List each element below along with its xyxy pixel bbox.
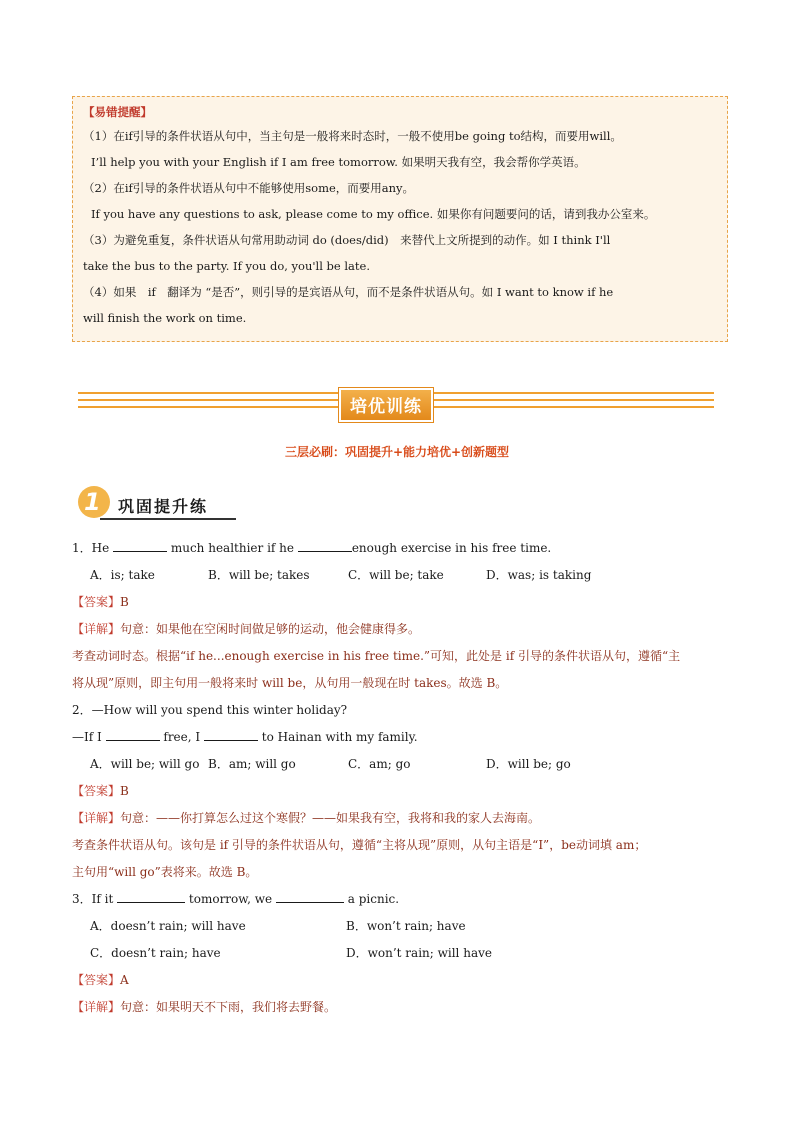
- answer-blank: [113, 539, 167, 552]
- section-number: 1: [84, 488, 101, 516]
- banner-subtitle: 三层必刷：巩固提升+能力培优+创新题型: [284, 445, 510, 459]
- option: B．won’t rain; have: [346, 919, 466, 933]
- question-list: [72, 535, 732, 1021]
- answer-value: B: [120, 784, 129, 798]
- tip-line-8: will finish the work on time.: [83, 311, 247, 325]
- detail-tag: 【详解】: [72, 622, 121, 636]
- question-2: 2．—How will you spend this winter holiday?: [72, 703, 348, 717]
- question-2-line-2: —If I free, I to Hainan with my family.: [72, 730, 418, 744]
- option: C．will be; take: [348, 568, 444, 582]
- detail-line: 【详解】句意：如果他在空闲时间做足够的运动，他会健康得多。: [72, 622, 421, 636]
- tip-line-1: （1）在if引导的条件状语从句中，当主句是一般将来时态时，一般不使用be going to结构，而要用will。: [83, 129, 622, 143]
- detail-tag: 【详解】: [72, 811, 121, 825]
- answer-tag: 【答案】: [72, 595, 121, 609]
- banner-label: 培优训练: [339, 388, 433, 422]
- tip-line-6: take the bus to the party. If you do, you'll be late.: [83, 259, 371, 273]
- option: C．am; go: [348, 757, 411, 771]
- detail-tag: 【详解】: [72, 1000, 121, 1014]
- answer-value: B: [120, 595, 129, 609]
- option: D．won’t rain; will have: [346, 946, 492, 960]
- answer-tag: 【答案】: [72, 784, 121, 798]
- tip-line-4: If you have any questions to ask, please come to my office. 如果你有问题要问的话，请到我办公室来。: [91, 207, 656, 221]
- section-banner: [78, 386, 714, 426]
- answer-blank: [298, 539, 352, 552]
- answer-blank: [204, 728, 258, 741]
- option: A．is; take: [90, 568, 155, 582]
- section-underline: [100, 518, 236, 520]
- option: B．am; will go: [208, 757, 296, 771]
- question-3-options: [72, 940, 732, 967]
- detail-line: 主句用“will go”表将来。故选 B。: [72, 865, 258, 879]
- tip-line-7: （4）如果 if 翻译为 “是否”，则引导的是宾语从句，而不是条件状语从句。如 I want to know if he: [83, 285, 614, 299]
- question-1-options: [72, 562, 732, 589]
- answer-line: [72, 589, 732, 616]
- detail-line: 考查条件状语从句。该句是 if 引导的条件状语从句，遵循“主将从现”原则，从句主语是“I”，be动词填 am；: [72, 838, 647, 852]
- detail-line: 【详解】句意：——你打算怎么过这个寒假？——如果我有空，我将和我的家人去海南。: [72, 811, 541, 825]
- detail-line: 将从现”原则，即主句用一般将来时 will be，从句用一般现在时 takes。故选 B。: [72, 676, 508, 690]
- tip-title: 【易错提醒】: [83, 105, 152, 119]
- answer-tag: 【答案】: [72, 973, 121, 987]
- answer-blank: [276, 890, 344, 903]
- option: D．was; is taking: [486, 568, 592, 582]
- question-1: 1．He much healthier if he enough exercise in his free time.: [72, 541, 552, 555]
- option: B．will be; takes: [208, 568, 310, 582]
- tip-line-2: I’ll help you with your English if I am free tomorrow. 如果明天我有空，我会帮你学英语。: [91, 155, 586, 169]
- option: A．doesn’t rain; will have: [90, 919, 246, 933]
- option: C．doesn’t rain; have: [90, 946, 221, 960]
- detail-line: 考查动词时态。根据“if he...enough exercise in his free time.”可知，此处是 if 引导的条件状语从句，遵循“主: [72, 649, 681, 663]
- tip-line-5: （3）为避免重复，条件状语从句常用助动词 do (does/did) 来替代上文所提到的动作。如 I think I'll: [83, 233, 611, 247]
- answer-line: [72, 967, 732, 994]
- option: A．will be; will go: [90, 757, 200, 771]
- answer-blank: [106, 728, 160, 741]
- question-2-options: [72, 751, 732, 778]
- tip-line-3: （2）在if引导的条件状语从句中不能够使用some，而要用any。: [83, 181, 415, 195]
- option: D．will be; go: [486, 757, 571, 771]
- section-title: 巩固提升练: [118, 497, 209, 516]
- tip-box: [72, 96, 728, 342]
- section-heading: [78, 486, 238, 522]
- question-3-options: [72, 913, 732, 940]
- detail-line: 【详解】句意：如果明天不下雨，我们将去野餐。: [72, 1000, 337, 1014]
- answer-value: A: [120, 973, 129, 987]
- question-3: 3．If it tomorrow, we a picnic.: [72, 892, 400, 906]
- answer-blank: [117, 890, 185, 903]
- answer-line: [72, 778, 732, 805]
